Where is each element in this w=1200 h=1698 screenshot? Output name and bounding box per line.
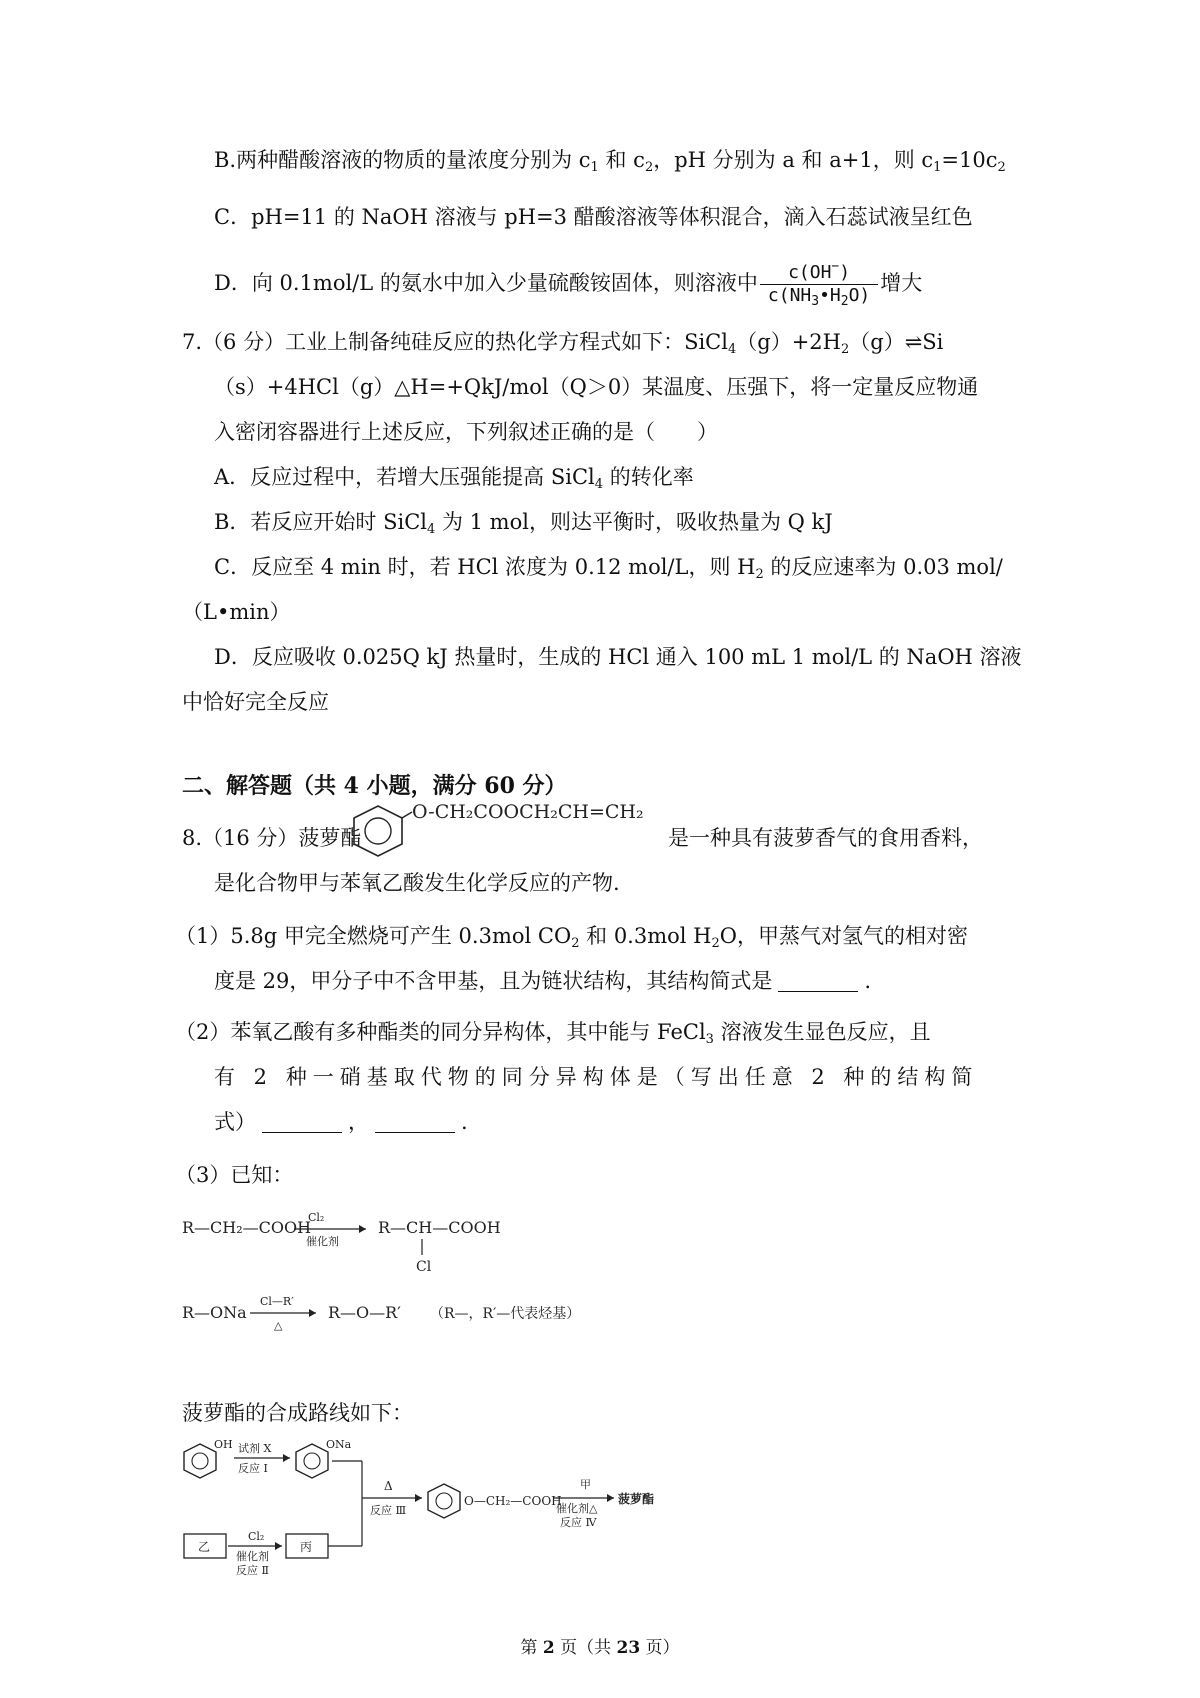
reaction-2-label: 反应 Ⅱ	[236, 1564, 269, 1577]
pineapple-ester-structure	[350, 798, 670, 868]
reaction-3-label: 反应 Ⅲ	[370, 1504, 407, 1517]
reaction-1-label: 反应 Ⅰ	[238, 1462, 268, 1475]
phenoxyacetic-chain: O—CH₂—COOH	[464, 1494, 562, 1508]
q8-stem-line-1: 8.（16 分）菠萝酯	[182, 826, 362, 850]
total-page-count: 23	[616, 1638, 641, 1658]
catalyst-label: 催化剂	[236, 1550, 269, 1563]
bing-label: 丙	[300, 1540, 313, 1554]
reaction1-reagent: Cl₂	[308, 1211, 325, 1224]
phenoxyacetic-ring	[428, 1484, 460, 1518]
catalyst-heat-label: 催化剂△	[556, 1502, 598, 1515]
answer-blank-3[interactable]	[375, 1110, 455, 1133]
q6-option-d[interactable]: D．向 0.1mol/L 的氨水中加入少量硫酸铵固体，则溶液中 $\frac{c(OH^-)}{c(NH_3•H_2O)}$ 增大	[214, 259, 923, 309]
q7-stem-line-1: 7.（6 分）工业上制备纯硅反应的热化学方程式如下：$SiCl_4(g)+2H_2(g)\rightleftharpoons Si$	[182, 330, 944, 357]
reagent-jia-label: 甲	[580, 1478, 591, 1491]
q7-stem-line-2: （s）+4HCl（g）△H=+QkJ/mol（Q＞0）某温度、压强下，将一定量反应物通	[214, 375, 979, 399]
reaction2-note: （R—，R′—代表烃基）	[430, 1306, 581, 1322]
q7-option-a[interactable]: A．反应过程中，若增大压强能提高 SiCl$_4$ 的转化率	[214, 465, 694, 492]
q8-part2-line-2: 有 2 种一硝基取代物的同分异构体是（写出任意 2 种的结构简	[214, 1065, 979, 1089]
cl2-label: Cl₂	[248, 1530, 265, 1543]
q7-option-b[interactable]: B．若反应开始时 SiCl$_4$ 为 1 mol，则达平衡时，吸收热量为 Q kJ	[214, 510, 833, 537]
q6-option-c[interactable]: C．pH=11 的 NaOH 溶液与 pH=3 醋酸溶液等体积混合，滴入石蕊试液呈红色	[214, 205, 973, 229]
q7-stem-line-3: 入密闭容器进行上述反应，下列叙述正确的是（ ）	[214, 420, 718, 444]
answer-blank-1[interactable]	[778, 969, 858, 992]
q7-option-d[interactable]: D．反应吸收 0.025Q kJ 热量时，生成的 HCl 通入 100 mL 1 mol/L 的 NaOH 溶液	[214, 645, 1022, 669]
reaction1-chloro: Cl	[416, 1259, 432, 1275]
reagent-x-label: 试剂 X	[238, 1442, 272, 1455]
phenol-ring	[184, 1444, 216, 1478]
pineapple-ester-formula: O-CH₂COOCH₂CH=CH₂	[412, 801, 644, 823]
reaction1-product: R—CH—COOH	[378, 1218, 501, 1237]
current-page-number: 2	[542, 1638, 555, 1658]
q8-part1-line-2: 度是 29，甲分子中不含甲基，且为链状结构，其结构简式是 .	[214, 969, 872, 993]
q7-option-c[interactable]: C．反应至 4 min 时，若 HCl 浓度为 0.12 mol/L，则 $H_2$ 的反应速率为 0.03 mol/	[214, 555, 1003, 582]
section-heading: 二、解答题（共 4 小题，满分 60 分）	[182, 773, 567, 799]
reaction2-condition: △	[274, 1319, 283, 1332]
reaction1-reactant: R—CH₂—COOH	[182, 1218, 312, 1237]
q8-stem-line-1-end: 是一种具有菠萝香气的食用香料，	[668, 826, 983, 850]
phenol-oh: OH	[214, 1438, 233, 1451]
q8-stem-line-2: 是化合物甲与苯氧乙酸发生化学反应的产物.	[214, 871, 620, 895]
known-reactions-figure	[182, 1205, 622, 1345]
fraction-expression: $\frac{c(OH^-)}{c(NH_3•H_2O)}$	[760, 262, 878, 307]
heat-label: Δ	[384, 1479, 393, 1493]
page-footer: 第 2 页（共 23 页）	[520, 1638, 680, 1658]
phenoxide-ring	[296, 1444, 328, 1478]
final-product-label: 菠萝酯	[618, 1492, 655, 1506]
answer-blank-2[interactable]	[262, 1110, 342, 1133]
reaction2-product: R—O—R′	[328, 1303, 401, 1322]
synthesis-route-figure	[182, 1438, 682, 1588]
reaction2-reagent: Cl—R′	[260, 1295, 294, 1308]
phenoxide-ona: ONa	[326, 1438, 352, 1451]
q7-option-c-continued: （L•min）	[182, 600, 291, 624]
q6-option-b[interactable]: B.两种醋酸溶液的物质的量浓度分别为 $c_1$ 和 $c_2$，pH 分别为 a 和 a+1，则 $c_1=10c_2$	[214, 148, 1006, 175]
reaction2-reactant: R—ONa	[182, 1303, 247, 1322]
q8-part3-heading: （3）已知：	[175, 1163, 294, 1187]
yi-label: 乙	[198, 1540, 211, 1554]
reaction1-condition: 催化剂	[306, 1235, 339, 1248]
reaction-4-label: 反应 Ⅳ	[560, 1516, 597, 1529]
q7-option-d-continued: 中恰好完全反应	[182, 690, 329, 714]
q8-part1-line-1: （1）5.8g 甲完全燃烧可产生 0.3mol $CO_2$ 和 0.3mol $H_2O$，甲蒸气对氢气的相对密	[175, 924, 968, 951]
q8-part2-line-3: 式） ， .	[214, 1110, 468, 1134]
route-title: 菠萝酯的合成路线如下：	[182, 1401, 413, 1425]
q8-part2-line-1: （2）苯氧乙酸有多种酯类的同分异构体，其中能与 FeCl$_3$ 溶液发生显色反应，且	[175, 1020, 931, 1047]
